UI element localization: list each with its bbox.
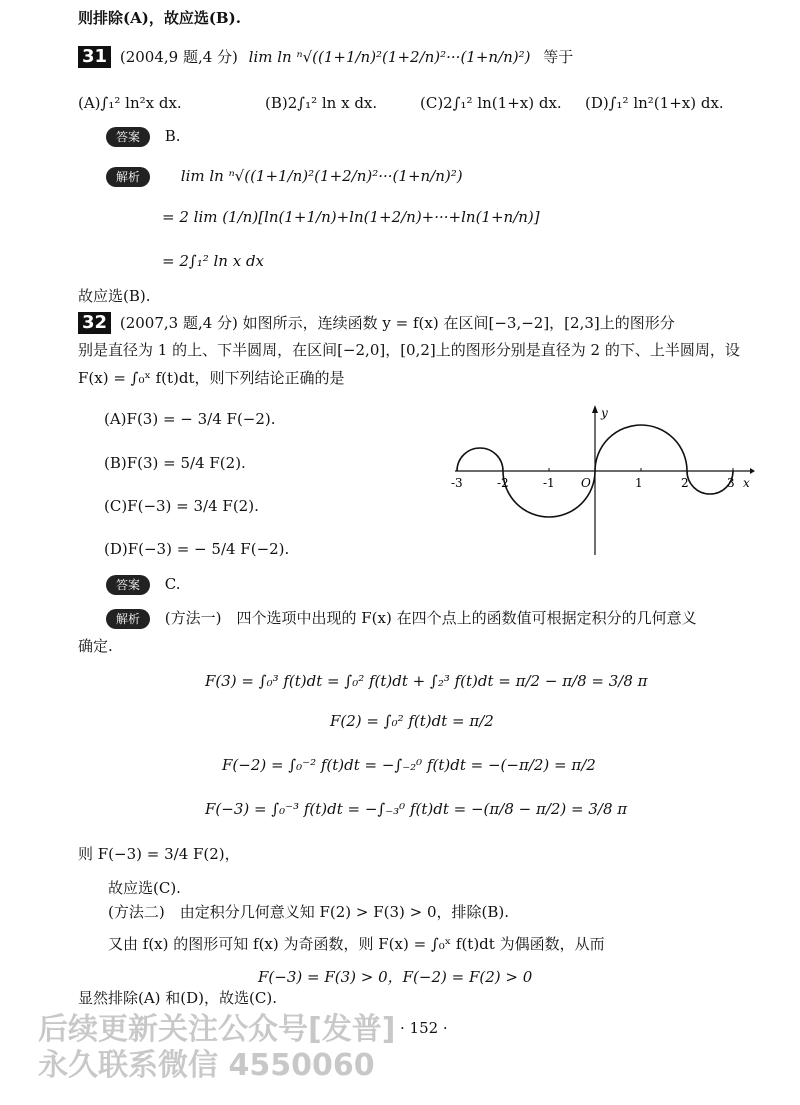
tick-label: 3 bbox=[727, 476, 735, 490]
q31-answer-tag: 答案 bbox=[106, 127, 150, 147]
q32-method2: (方法二) 由定积分几何意义知 F(2) > F(3) > 0，排除(B). bbox=[108, 903, 510, 921]
q31-step-3: = 2∫₁² ln x dx bbox=[162, 252, 265, 270]
q31-stem bbox=[78, 46, 573, 68]
q32-line-1 bbox=[78, 312, 675, 334]
y-axis-label: y bbox=[601, 406, 608, 420]
page-number: · 152 · bbox=[400, 1019, 448, 1037]
q32-analysis-tag: 解析 bbox=[106, 609, 150, 629]
q32-final: 显然排除(A) 和(D)，故选(C). bbox=[78, 989, 277, 1007]
semicircle-1 bbox=[457, 448, 503, 471]
q32-eq-f2: F(2) = ∫₀² f(t)dt = π/2 bbox=[330, 712, 494, 730]
q32-stem-line1: (2007,3 题,4 分) 如图所示，连续函数 y = f(x) 在区间[−3,−2]，[2,3]上的图形分 bbox=[119, 314, 675, 332]
q32-method2-b: 又由 f(x) 的图形可知 f(x) 为奇函数，则 F(x) = ∫₀ˣ f(t)dt 为偶函数，从而 bbox=[108, 935, 605, 953]
q31-analysis-tag: 解析 bbox=[106, 167, 150, 187]
q31-option-b: (B)2∫₁² ln x dx. bbox=[265, 94, 378, 112]
q31-source: (2004,9 题,4 分) bbox=[119, 48, 238, 66]
q32-then-line: 则 F(−3) = 3/4 F(2)， bbox=[78, 845, 240, 863]
q31-expression: lim ln ⁿ√((1+1/n)²(1+2/n)²···(1+n/n)²) bbox=[248, 48, 531, 66]
q32-line-2: 别是直径为 1 的上、下半圆周，在区间[−2,0]，[0,2]上的图形分别是直径为 2 的下、上半圆周，设 bbox=[78, 341, 740, 359]
q32-option-d: (D)F(−3) = − 5/4 F(−2). bbox=[104, 540, 290, 558]
q31-analysis-row bbox=[106, 166, 463, 187]
q32-answer: C. bbox=[164, 575, 181, 593]
q32-line-3: F(x) = ∫₀ˣ f(t)dt，则下列结论正确的是 bbox=[78, 369, 345, 387]
q31-answer-row bbox=[106, 126, 181, 147]
q31-step-1: lim ln ⁿ√((1+1/n)²(1+2/n)²···(1+n/n)²) bbox=[180, 167, 463, 185]
tick-label: -1 bbox=[543, 476, 555, 490]
tick-label: 1 bbox=[635, 476, 643, 490]
q31-number: 31 bbox=[78, 46, 111, 68]
q32-eq-fm2: F(−2) = ∫₀⁻² f(t)dt = −∫₋₂⁰ f(t)dt = −(−π/2) = π/2 bbox=[222, 756, 596, 774]
tick-label: O bbox=[581, 476, 591, 490]
q32-answer-row bbox=[106, 574, 181, 595]
y-axis-arrow-icon bbox=[592, 405, 598, 413]
q31-conclusion: 故应选(B). bbox=[78, 287, 151, 305]
q32-eq-fm3: F(−3) = ∫₀⁻³ f(t)dt = −∫₋₃⁰ f(t)dt = −(π/8 − π/2) = 3/8 π bbox=[205, 800, 628, 818]
q31-option-d: (D)∫₁² ln²(1+x) dx. bbox=[585, 94, 724, 112]
tick-label: 2 bbox=[681, 476, 689, 490]
watermark-line-2: 永久联系微信 4550060 bbox=[38, 1048, 375, 1083]
tick-label: -2 bbox=[497, 476, 509, 490]
q32-choose-c: 故应选(C). bbox=[108, 879, 181, 897]
q32-graph bbox=[451, 405, 755, 555]
q32-option-b: (B)F(3) = 5/4 F(2). bbox=[104, 454, 246, 472]
q32-method1-row bbox=[106, 608, 697, 629]
q32-option-c: (C)F(−3) = 3/4 F(2). bbox=[104, 497, 259, 515]
q31-step-2: = 2 lim (1/n)[ln(1+1/n)+ln(1+2/n)+···+ln(1+n/n)] bbox=[162, 208, 540, 226]
q31-tail: 等于 bbox=[543, 48, 574, 66]
q32-method1-intro2: 确定. bbox=[78, 637, 113, 655]
q32-method1-intro: (方法一) 四个选项中出现的 F(x) 在四个点上的函数值可根据定积分的几何意义 bbox=[164, 609, 697, 627]
semicircle-3 bbox=[595, 425, 687, 471]
q32-number: 32 bbox=[78, 312, 111, 334]
watermark-line-1: 后续更新关注公众号[发普] bbox=[38, 1012, 396, 1047]
q31-option-a: (A)∫₁² ln²x dx. bbox=[78, 94, 182, 112]
q32-eq-f3: F(3) = ∫₀³ f(t)dt = ∫₀² f(t)dt + ∫₂³ f(t)dt = π/2 − π/8 = 3/8 π bbox=[205, 672, 648, 690]
x-axis-label: x bbox=[743, 476, 750, 490]
q32-answer-tag: 答案 bbox=[106, 575, 150, 595]
q31-answer: B. bbox=[164, 127, 181, 145]
tick-label: -3 bbox=[451, 476, 463, 490]
q32-method2-c: F(−3) = F(3) > 0，F(−2) = F(2) > 0 bbox=[258, 968, 533, 986]
header-line: 则排除(A)，故应选(B). bbox=[78, 9, 241, 27]
q31-option-c: (C)2∫₁² ln(1+x) dx. bbox=[420, 94, 562, 112]
q32-option-a: (A)F(3) = − 3/4 F(−2). bbox=[104, 410, 276, 428]
x-axis-arrow-icon bbox=[750, 468, 755, 474]
